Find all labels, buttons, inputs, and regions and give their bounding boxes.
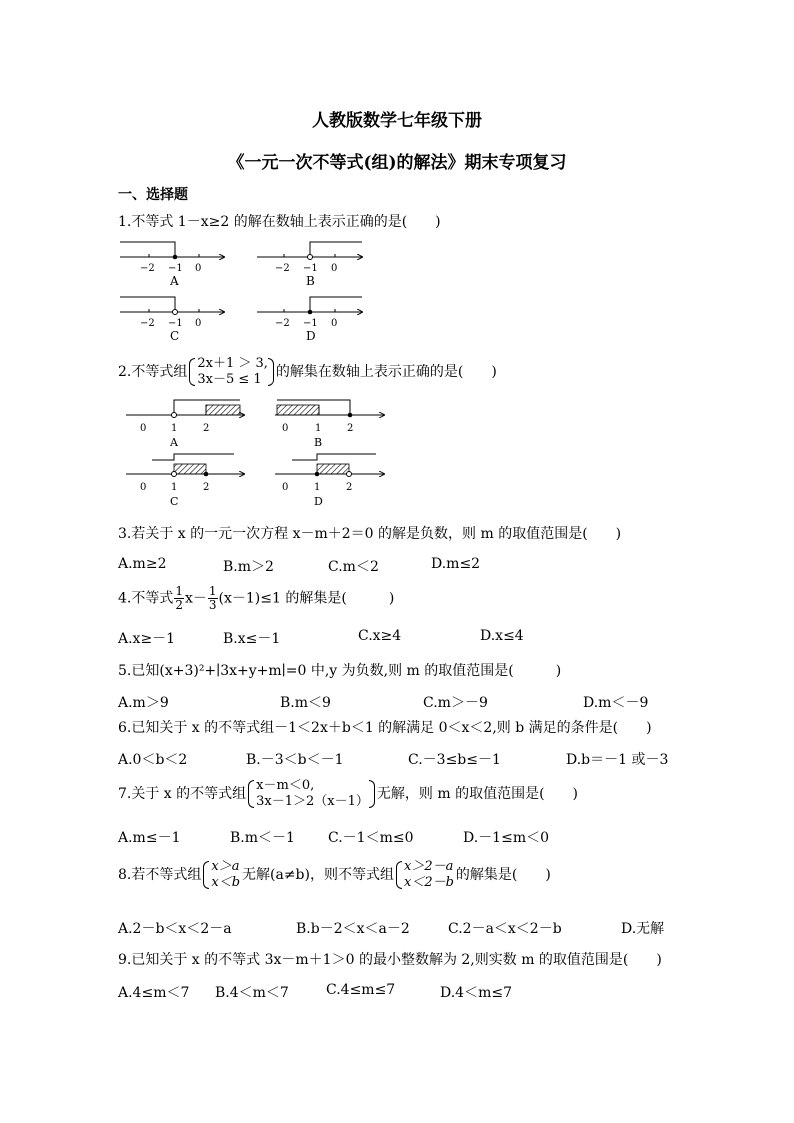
q2a-tick-2: 2 (203, 423, 210, 434)
q7-option-a: A.m≤－1 (118, 830, 181, 846)
q4-f2-den: 3 (208, 598, 217, 612)
q1-label-a: A (170, 274, 179, 288)
q8-system-2 (396, 859, 454, 891)
q1d-tick-3: 0 (331, 318, 338, 329)
q2-label-c: C (170, 495, 179, 508)
q8-suffix: 的解集是( ) (455, 867, 551, 883)
q4-option-b: B.x≤－1 (223, 631, 281, 647)
q2-option-a-line (126, 400, 244, 449)
q7-option-c: C.－1＜m≤0 (328, 830, 414, 846)
q1b-tick-1: −2 (275, 263, 290, 274)
q1-number-lines (112, 236, 372, 346)
q1c-tick-3: 0 (195, 318, 202, 329)
question-4 (118, 585, 394, 612)
q1d-tick-1: −2 (275, 318, 290, 329)
q1-label-b: B (306, 274, 315, 288)
q7-prefix: 7.关于 x 的不等式组 (118, 786, 247, 802)
q2d-tick-0: 0 (282, 482, 289, 493)
q1-option-d-line (257, 297, 362, 343)
q3-option-b: B.m＞2 (223, 559, 274, 575)
q1b-tick-3: 0 (331, 263, 338, 274)
q8-s1-line-1: x＞a (211, 859, 240, 874)
q2-label-a: A (170, 436, 178, 449)
q8-s2-line-2: x＜2－b (403, 875, 454, 890)
q1c-tick-1: −2 (140, 318, 155, 329)
q8-prefix: 8.若不等式组 (118, 867, 202, 883)
q2d-tick-1: 1 (314, 482, 321, 493)
q5-option-d: D.m＜－9 (583, 695, 649, 711)
q1a-tick-1: −2 (140, 263, 155, 274)
page-title: 人教版数学七年级下册 (312, 111, 482, 131)
q9-option-b: B.4＜m＜7 (215, 985, 289, 1001)
q2-line-2: 3x－5 ≤ 1 (197, 372, 262, 387)
question-6: 6.已知关于 x 的不等式组－1＜2x＋b＜1 的解满足 0＜x＜2,则 b 满足的条件是( ) (118, 720, 652, 736)
question-2 (118, 356, 497, 388)
q2-system (189, 356, 268, 388)
q1d-tick-2: −1 (303, 318, 318, 329)
q4-fraction-half (174, 585, 184, 612)
q2-label-d: D (314, 495, 323, 508)
q9-option-a: A.4≤m＜7 (118, 985, 190, 1001)
q4-f1-den: 2 (175, 598, 183, 612)
q6-option-b: B.－3＜b＜－1 (246, 752, 344, 768)
q8-option-a: A.2－b＜x＜2－a (118, 921, 232, 937)
q8-option-c: C.2－a＜x＜2－b (448, 921, 562, 937)
q4-option-d: D.x≤4 (480, 628, 524, 644)
q8-option-b: B.b－2＜x＜a－2 (296, 921, 410, 937)
q1-option-b-line (257, 242, 362, 288)
q2b-tick-0: 0 (282, 423, 289, 434)
q1b-tick-2: −1 (303, 263, 318, 274)
question-5: 5.已知(x+3)²+∣3x+y+m∣=0 中,y 为负数,则 m 的取值范围是( ) (118, 663, 562, 679)
q4-f2-num: 1 (208, 584, 217, 598)
q5-option-a: A.m＞9 (118, 695, 169, 711)
question-1: 1.不等式 1－x≥2 的解在数轴上表示正确的是( ) (118, 214, 441, 230)
q1-label-d: D (306, 329, 316, 343)
q8-s1-line-2: x＜b (211, 875, 241, 890)
q7-system (248, 778, 369, 810)
q2a-tick-0: 0 (140, 423, 147, 434)
q1-option-c-line (120, 297, 224, 343)
question-9: 9.已知关于 x 的不等式 3x－m＋1＞0 的最小整数解为 2,则实数 m 的取值范围是( ) (118, 952, 662, 968)
q4-prefix: 4.不等式 (118, 590, 174, 607)
q7-suffix: 无解，则 m 的取值范围是( ) (376, 786, 579, 802)
q2c-tick-2: 2 (203, 482, 210, 493)
question-8 (118, 859, 551, 891)
q3-option-c: C.m＜2 (328, 559, 379, 575)
page-subtitle: 《一元一次不等式(组)的解法》期末专项复习 (227, 153, 567, 173)
q2c-tick-1: 1 (171, 482, 178, 493)
q8-s2-line-1: x＞2－a (403, 859, 454, 874)
q3-option-a: A.m≥2 (118, 556, 167, 572)
q1-option-a-line (120, 242, 224, 288)
q7-option-b: B.m＜－1 (230, 830, 295, 846)
q4-suffix: (x－1)≤1 的解集是( ) (218, 590, 395, 607)
q2-label-b: B (314, 436, 323, 449)
q2-suffix: 的解集在数轴上表示正确的是( ) (275, 364, 497, 380)
question-3: 3.若关于 x 的一元一次方程 x－m＋2＝0 的解是负数，则 m 的取值范围是( ) (118, 526, 622, 542)
q5-option-b: B.m＜9 (280, 695, 331, 711)
q4-mid: x－ (185, 590, 207, 607)
q1a-tick-3: 0 (195, 263, 202, 274)
q6-option-a: A.0＜b＜2 (118, 752, 188, 768)
q4-option-a: A.x≥－1 (118, 631, 176, 647)
q1-label-c: C (170, 329, 180, 343)
q2-option-b-line (275, 400, 384, 449)
q2d-tick-2: 2 (346, 482, 353, 493)
q4-fraction-third (208, 585, 218, 612)
q2b-tick-1: 1 (315, 423, 322, 434)
q7-line-1: x－m＜0, (256, 778, 315, 793)
section-heading: 一、选择题 (118, 187, 188, 203)
q9-option-d: D.4＜m≤7 (440, 985, 512, 1001)
q8-system-1 (203, 859, 240, 891)
q8-option-d: D.无解 (621, 921, 665, 937)
q1c-tick-2: −1 (168, 318, 183, 329)
q2a-tick-1: 1 (171, 423, 178, 434)
question-7 (118, 778, 578, 810)
q8-mid: 无解(a≠b)，则不等式组 (242, 867, 394, 883)
q2c-tick-0: 0 (140, 482, 147, 493)
q7-option-d: D.－1≤m＜0 (463, 830, 549, 846)
q2-number-lines (122, 394, 392, 510)
q2b-tick-2: 2 (347, 423, 354, 434)
q2-option-c-line (126, 454, 244, 508)
q7-line-2: 3x－1＞2（x－1） (256, 794, 369, 809)
q4-option-c: C.x≥4 (358, 628, 402, 644)
q4-f1-num: 1 (175, 584, 183, 598)
q2-option-d-line (275, 454, 384, 508)
q1a-tick-2: −1 (168, 263, 183, 274)
q3-option-d: D.m≤2 (431, 556, 481, 572)
q6-option-d: D.b＝－1 或－3 (566, 752, 669, 768)
q5-option-c: C.m＞－9 (423, 695, 488, 711)
q2-line-1: 2x＋1 ＞ 3, (197, 356, 268, 371)
q2-prefix: 2.不等式组 (118, 364, 188, 380)
q9-option-c: C.4≤m≤7 (326, 982, 396, 998)
q6-option-c: C.－3≤b≤－1 (408, 752, 501, 768)
